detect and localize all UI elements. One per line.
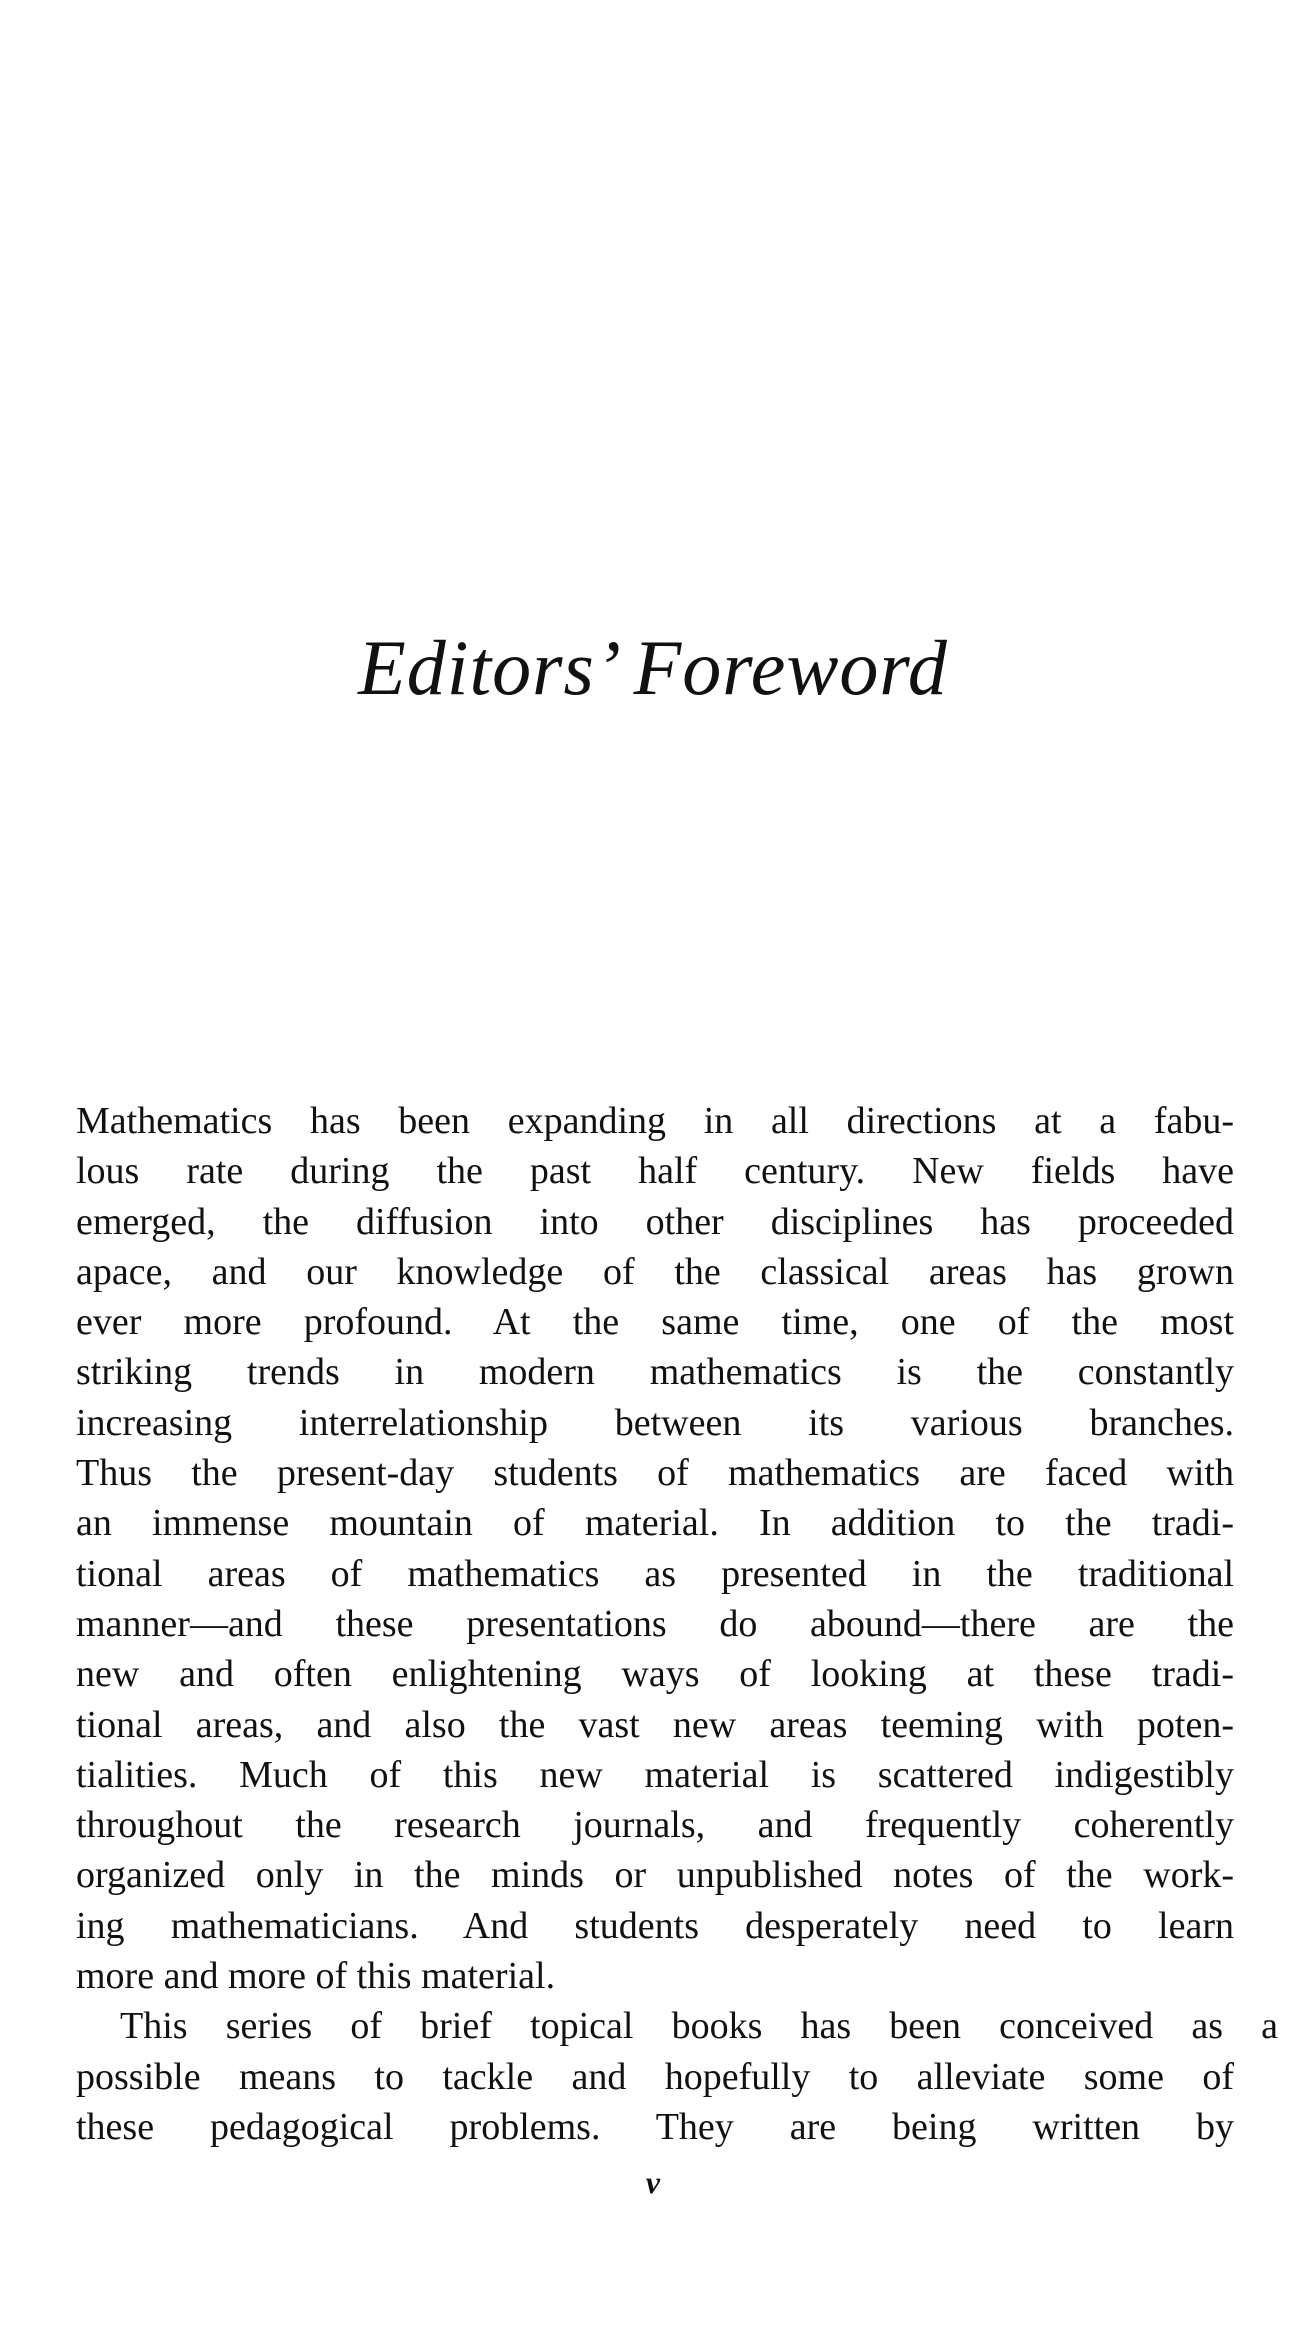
page-number: v — [645, 2164, 661, 2200]
chapter-title: Editors’ Foreword — [358, 624, 948, 711]
text-line: emerged, the diffusion into other disciplines has proceeded — [76, 1200, 1234, 1243]
text-line: throughout the research journals, and frequently coherently — [76, 1804, 1234, 1847]
text-line: possible means to tackle and hopefully to alleviate some of — [76, 2055, 1234, 2098]
text-line: an immense mountain of material. In addition to the tradi- — [76, 1502, 1234, 1545]
text-line: tialities. Much of this new material is scattered indigestibly — [76, 1753, 1234, 1796]
paragraph-2 — [76, 2001, 1278, 2152]
text-line: tional areas of mathematics as presented in the traditional — [76, 1552, 1234, 1595]
text-line: lous rate during the past half century. New fields have — [76, 1150, 1234, 1193]
body-text — [76, 1096, 1278, 2152]
text-line: Thus the present-day students of mathematics are faced with — [76, 1452, 1234, 1495]
paragraph-1 — [76, 1096, 1234, 2001]
text-line: ing mathematicians. And students desperately need to learn — [76, 1904, 1234, 1947]
text-line: ever more profound. At the same time, one of the most — [76, 1301, 1234, 1344]
text-line: organized only in the minds or unpublished notes of the work- — [76, 1854, 1234, 1897]
text-line: manner—and these presentations do abound—there are the — [76, 1602, 1234, 1645]
text-line: Mathematics has been expanding in all directions at a fabu- — [76, 1100, 1234, 1142]
text-line: new and often enlightening ways of looking at these tradi- — [76, 1653, 1234, 1696]
text-line: striking trends in modern mathematics is the constantly — [76, 1351, 1234, 1394]
text-line: apace, and our knowledge of the classical areas has grown — [76, 1250, 1234, 1293]
text-line: This series of brief topical books has been conceived as a — [120, 2005, 1278, 2048]
text-line: tional areas, and also the vast new areas teeming with poten- — [76, 1703, 1234, 1746]
text-line: more and more of this material. — [76, 1955, 556, 1998]
text-line: increasing interrelationship between its various branches. — [76, 1401, 1234, 1444]
text-line: these pedagogical problems. They are being written by — [76, 2105, 1234, 2148]
